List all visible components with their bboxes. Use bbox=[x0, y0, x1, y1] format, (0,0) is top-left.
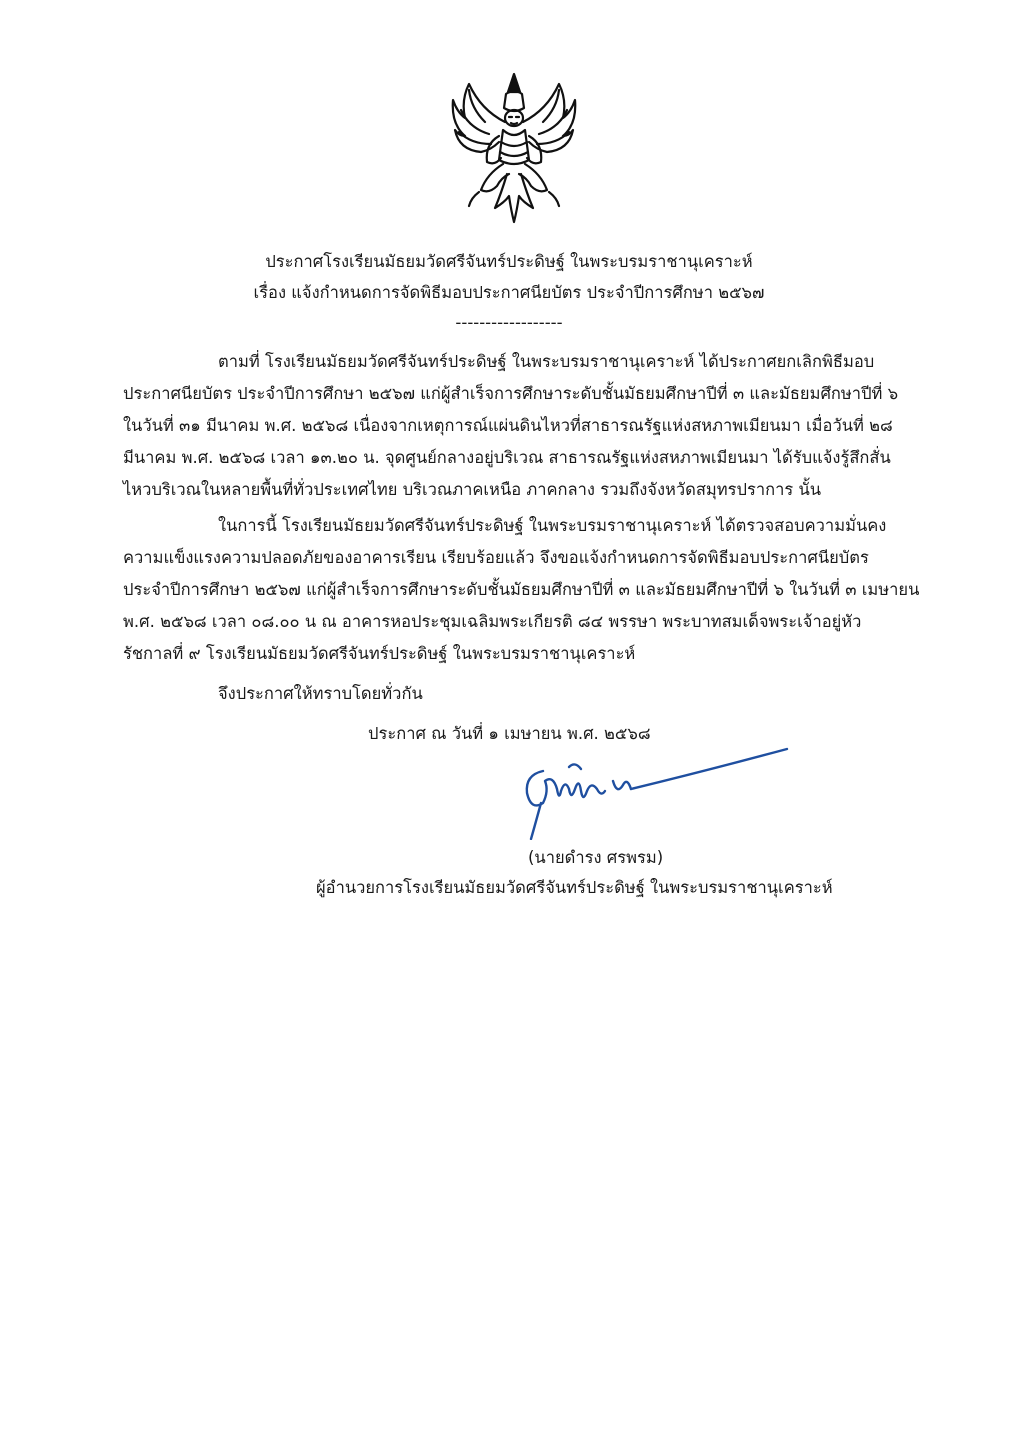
announcement-date: ประกาศ ณ วันที่ ๑ เมษายน พ.ศ. ๒๕๖๘ bbox=[368, 724, 651, 743]
header-divider: ------------------ bbox=[455, 313, 563, 332]
paragraph-2-line-3: ประจำปีการศึกษา ๒๕๖๗ แก่ผู้สำเร็จการศึกษาระดับชั้นมัธยมศึกษาปีที่ ๓ และมัธยมศึกษาปีที่ ๖ ในวันที่ ๓ เมษายน bbox=[123, 580, 920, 599]
signer-position: ผู้อำนวยการโรงเรียนมัธยมวัดศรีจันทร์ประดิษฐ์ ในพระบรมราชานุเคราะห์ bbox=[316, 878, 833, 897]
paragraph-1-line-5: ไหวบริเวณในหลายพื้นที่ทั่วประเทศไทย บริเวณภาคเหนือ ภาคกลาง รวมถึงจังหวัดสมุทรปราการ นั้น bbox=[123, 480, 822, 499]
garuda-emblem-icon bbox=[451, 70, 577, 230]
paragraph-2-line-5: รัชกาลที่ ๙ โรงเรียนมัธยมวัดศรีจันทร์ประดิษฐ์ ในพระบรมราชานุเคราะห์ bbox=[123, 644, 636, 663]
paragraph-2-line-1: ในการนี้ โรงเรียนมัธยมวัดศรีจันทร์ประดิษฐ์ ในพระบรมราชานุเคราะห์ ได้ตรวจสอบความมั่นคง bbox=[218, 516, 887, 535]
paragraph-1-line-1: ตามที่ โรงเรียนมัธยมวัดศรีจันทร์ประดิษฐ์ ในพระบรมราชานุเคราะห์ ได้ประกาศยกเลิกพิธีมอบ bbox=[218, 352, 875, 371]
paragraph-2-line-4: พ.ศ. ๒๕๖๘ เวลา ๐๘.๐๐ น ณ อาคารหอประชุมเฉลิมพระเกียรติ ๘๔ พรรษา พระบาทสมเด็จพระเจ้าอยู่หัว bbox=[123, 612, 862, 631]
signature-icon bbox=[505, 745, 790, 840]
paragraph-1-line-2: ประกาศนียบัตร ประจำปีการศึกษา ๒๕๖๗ แก่ผู้สำเร็จการศึกษาระดับชั้นมัธยมศึกษาปีที่ ๓ และมัธยมศึกษาปีที่ ๖ bbox=[123, 384, 899, 403]
paragraph-1-line-4: มีนาคม พ.ศ. ๒๕๖๘ เวลา ๑๓.๒๐ น. จุดศูนย์กลางอยู่บริเวณ สาธารณรัฐแห่งสหภาพเมียนมา ได้รับแจ้งรู้สึกสั่น bbox=[123, 448, 891, 467]
signer-name: (นายดำรง ศรพรม) bbox=[528, 848, 664, 867]
closing-statement: จึงประกาศให้ทราบโดยทั่วกัน bbox=[218, 684, 423, 703]
paragraph-1-line-3: ในวันที่ ๓๑ มีนาคม พ.ศ. ๒๕๖๘ เนื่องจากเหตุการณ์แผ่นดินไหวที่สาธารณรัฐแห่งสหภาพเมียนมา เมื่อวันที่ ๒๘ bbox=[123, 416, 893, 435]
announcement-subject: เรื่อง แจ้งกำหนดการจัดพิธีมอบประกาศนียบัตร ประจำปีการศึกษา ๒๕๖๗ bbox=[253, 283, 765, 302]
announcement-title: ประกาศโรงเรียนมัธยมวัดศรีจันทร์ประดิษฐ์ ในพระบรมราชานุเคราะห์ bbox=[265, 252, 753, 271]
paragraph-2-line-2: ความแข็งแรงความปลอดภัยของอาคารเรียน เรียบร้อยแล้ว จึงขอแจ้งกำหนดการจัดพิธีมอบประกาศนียบัตร bbox=[123, 548, 869, 567]
